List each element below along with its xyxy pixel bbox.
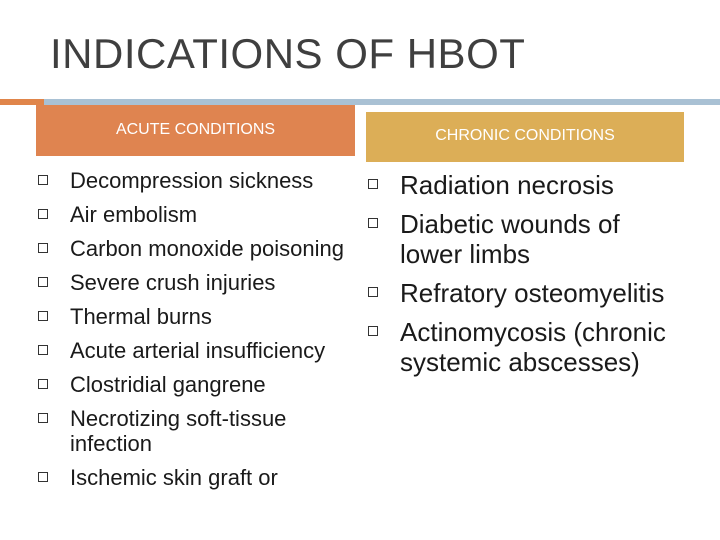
acute-header-label: ACUTE CONDITIONS [115,121,276,138]
chronic-conditions-list [368,170,688,386]
list-item-text: Acute arterial insufficiency [70,338,326,363]
list-item [38,270,350,295]
list-item-text: Refratory osteomyelitis [400,278,665,308]
list-item-text: Carbon monoxide poisoning [70,236,344,261]
list-item [38,338,350,363]
chronic-conditions-header [366,112,684,162]
square-bullet-icon [368,287,378,297]
square-bullet-icon [368,326,378,336]
list-item [38,236,350,261]
square-bullet-icon [38,379,48,389]
list-item [38,304,350,329]
list-item-text: Actinomycosis (chronic systemic abscesses) [400,317,666,377]
square-bullet-icon [368,179,378,189]
list-item-text: Necrotizing soft-tissue infection [70,406,287,456]
square-bullet-icon [38,243,48,253]
list-item [368,170,688,200]
acute-conditions-header [36,105,355,156]
square-bullet-icon [38,413,48,423]
square-bullet-icon [38,175,48,185]
square-bullet-icon [368,218,378,228]
list-item [38,168,350,193]
square-bullet-icon [38,311,48,321]
list-item [368,317,688,377]
list-item [38,372,350,397]
list-item-text: Radiation necrosis [400,170,614,200]
list-item [38,202,350,227]
list-item [38,406,350,456]
list-item-text: Diabetic wounds of lower limbs [400,209,620,269]
slide-title: INDICATIONS OF HBOT [50,30,526,77]
list-item-text: Ischemic skin graft or [70,465,278,490]
square-bullet-icon [38,472,48,482]
list-item [38,465,350,490]
square-bullet-icon [38,345,48,355]
list-item-text: Thermal burns [70,304,212,329]
list-item-text: Clostridial gangrene [70,372,266,397]
list-item-text: Decompression sickness [70,168,314,193]
square-bullet-icon [38,277,48,287]
acute-conditions-list [38,168,350,499]
square-bullet-icon [38,209,48,219]
list-item [368,278,688,308]
list-item-text: Severe crush injuries [70,270,276,295]
chronic-header-label: CHRONIC CONDITIONS [435,127,615,144]
list-item-text: Air embolism [70,202,198,227]
list-item [368,209,688,269]
